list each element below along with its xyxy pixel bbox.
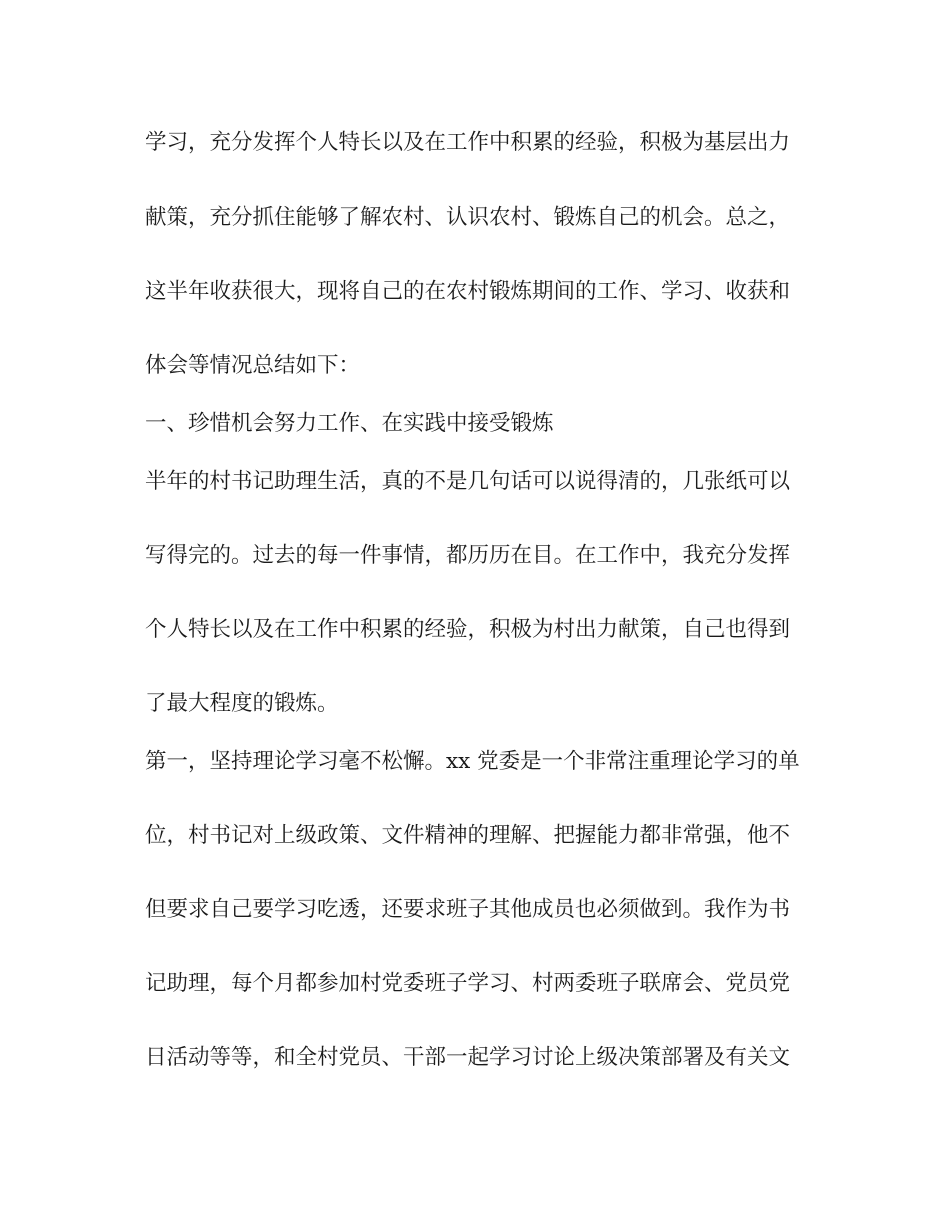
body-text-line: 学习，充分发挥个人特长以及在工作中积累的经验，积极为基层出力 bbox=[145, 130, 791, 155]
body-text-line: 记助理，每个月都参加村党委班子学习、村两委班子联席会、党员党 bbox=[145, 971, 791, 996]
section-heading: 一、珍惜机会努力工作、在实践中接受锻炼 bbox=[145, 411, 554, 436]
body-text-line: 这半年收获很大，现将自己的在农村锻炼期间的工作、学习、收获和 bbox=[145, 279, 791, 304]
body-text-line: 日活动等等，和全村党员、干部一起学习讨论上级决策部署及有关文 bbox=[145, 1045, 791, 1070]
body-text-line: 了最大程度的锻炼。 bbox=[145, 691, 339, 716]
body-text-line: 写得完的。过去的每一件事情，都历历在目。在工作中，我充分发挥 bbox=[145, 543, 791, 568]
body-text-line: 个人特长以及在工作中积累的经验，积极为村出力献策，自己也得到 bbox=[145, 617, 791, 642]
body-text-line: 第一，坚持理论学习毫不松懈。xx 党委是一个非常注重理论学习的单 bbox=[145, 749, 800, 774]
body-text-line: 献策，充分抓住能够了解农村、认识农村、锻炼自己的机会。总之， bbox=[145, 205, 791, 230]
body-text-line: 体会等情况总结如下： bbox=[145, 353, 361, 378]
body-text-line: 半年的村书记助理生活，真的不是几句话可以说得清的，几张纸可以 bbox=[145, 469, 791, 494]
body-text-line: 但要求自己要学习吃透，还要求班子其他成员也必须做到。我作为书 bbox=[145, 897, 791, 922]
body-text-line: 位，村书记对上级政策、文件精神的理解、把握能力都非常强，他不 bbox=[145, 823, 791, 848]
